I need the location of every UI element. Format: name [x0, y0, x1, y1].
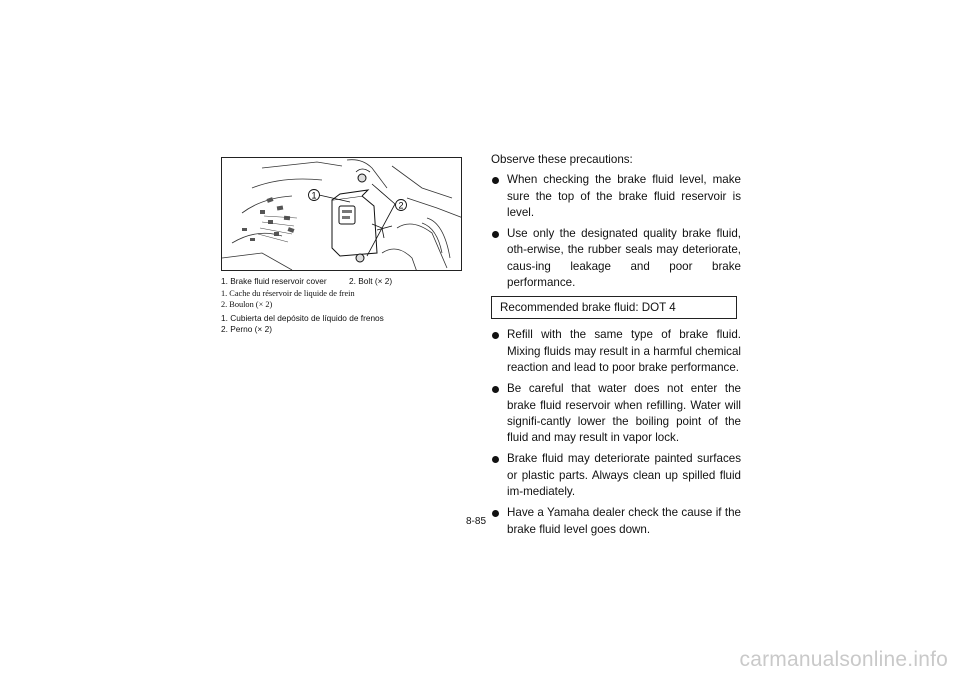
- recommended-fluid-box: Recommended brake fluid: DOT 4: [491, 296, 737, 319]
- site-watermark: carmanualsonline.info: [739, 648, 948, 671]
- figure-captions: [221, 276, 471, 335]
- brake-reservoir-illustration: [221, 157, 462, 271]
- intro-text: Observe these precautions:: [491, 153, 633, 166]
- precaution-item: [491, 505, 741, 538]
- caption-en-item-2: 2. Bolt (× 2): [349, 276, 393, 286]
- precaution-item: [491, 381, 741, 446]
- callout-1: [309, 190, 320, 201]
- bullet-dot-icon: [492, 231, 499, 238]
- caption-english: [221, 276, 471, 287]
- caption-spanish: [221, 313, 471, 335]
- svg-text:2: 2: [398, 200, 404, 211]
- bullet-dot-icon: [492, 386, 499, 393]
- precaution-item: [491, 327, 741, 376]
- caption-en-item-1: 1. Brake fluid reservoir cover: [221, 276, 327, 286]
- precaution-text: When checking the brake fluid level, make sure the top of the brake fluid reservoir is level.: [507, 173, 741, 219]
- caption-fr-item-2: 2. Boulon (× 2): [221, 300, 273, 309]
- caption-es-item-2: 2. Perno (× 2): [221, 324, 272, 334]
- bullet-dot-icon: [492, 510, 499, 517]
- precaution-item: [491, 172, 741, 221]
- precaution-text: Refill with the same type of brake fluid. Mixing fluids may result in a harmful chemical reaction and lead to poor brake performance.: [507, 328, 741, 374]
- bullet-dot-icon: [492, 177, 499, 184]
- callout-2: [396, 200, 407, 211]
- precaution-item: [491, 226, 741, 291]
- reservoir-drawing: [222, 158, 462, 271]
- precautions-column: [491, 152, 741, 543]
- page-number: 8-85: [466, 516, 487, 527]
- bullet-dot-icon: [492, 332, 499, 339]
- caption-french: [221, 288, 471, 310]
- precaution-item: [491, 451, 741, 500]
- bullet-dot-icon: [492, 456, 499, 463]
- precaution-text: Have a Yamaha dealer check the cause if the brake fluid level goes down.: [507, 506, 741, 536]
- caption-fr-item-1: 1. Cache du réservoir de liquide de frein: [221, 289, 355, 298]
- svg-text:1: 1: [311, 190, 317, 201]
- precaution-text: Use only the designated quality brake fluid, oth-erwise, the rubber seals may deteriorate, caus-ing leakage and poor brake performance.: [507, 227, 741, 290]
- caption-es-item-1: 1. Cubierta del depósito de líquido de frenos: [221, 313, 384, 323]
- precaution-text: Brake fluid may deteriorate painted surfaces or plastic parts. Always clean up spilled fluid im-mediately.: [507, 452, 741, 499]
- precaution-text: Be careful that water does not enter the brake fluid reservoir when refilling. Water will signifi-cantly lower the boiling point of the fluid and may result in vapor lock.: [507, 382, 741, 445]
